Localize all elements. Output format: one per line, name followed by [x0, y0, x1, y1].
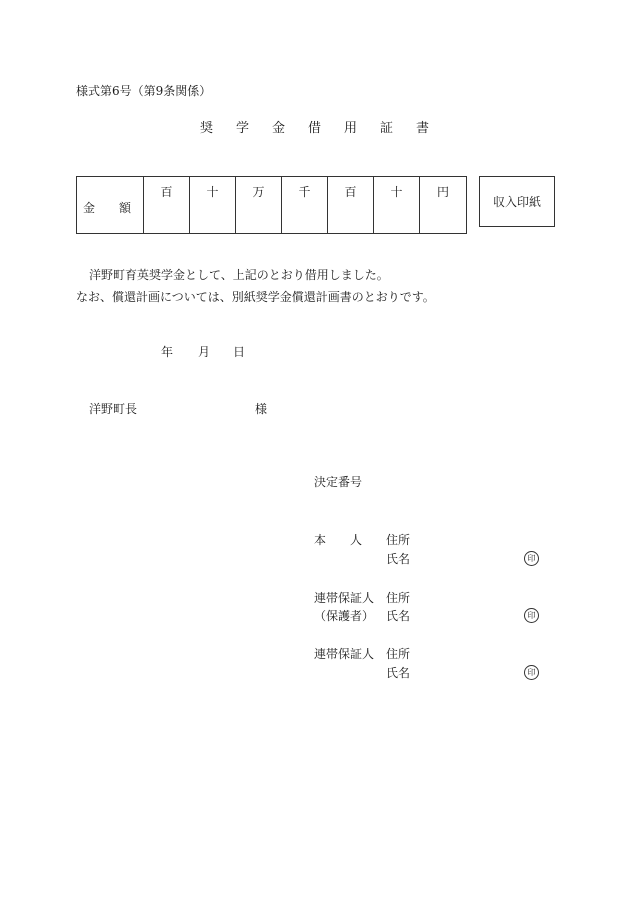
amount-digit-cell[interactable]: 千: [282, 177, 328, 234]
seal-mark-icon: 印: [524, 551, 539, 566]
date-month-label: 月: [198, 345, 211, 359]
body-text-line-1: 洋野町育英奨学金として、上記のとおり借用しました。: [89, 268, 389, 282]
amount-digit-cell[interactable]: 百: [144, 177, 190, 234]
title-char: 用: [344, 121, 358, 136]
revenue-stamp-box: [479, 176, 555, 227]
form-number: 様式第6号（第9条関係）: [76, 84, 212, 98]
name-label: 氏名: [386, 552, 411, 566]
addressee-name: 洋野町長: [89, 402, 138, 416]
amount-label-char: 金: [83, 200, 96, 215]
amount-digit-cell[interactable]: 十: [374, 177, 420, 234]
amount-digit-cell[interactable]: 百: [328, 177, 374, 234]
body-text-line-2: なお、償還計画については、別紙奨学金償還計画書のとおりです。: [76, 290, 435, 304]
amount-digit-cell[interactable]: 十: [190, 177, 236, 234]
party-role: 連帯保証人: [314, 647, 375, 661]
name-label: 氏名: [386, 609, 411, 623]
party-role: 本 人: [314, 533, 363, 547]
amount-label-char: 額: [119, 200, 132, 215]
title-char: 奨: [200, 121, 214, 136]
address-label: 住所: [386, 591, 411, 605]
revenue-stamp-label: 収入印紙: [492, 195, 541, 209]
title-char: 学: [236, 121, 250, 136]
name-label: 氏名: [386, 666, 411, 680]
address-label: 住所: [386, 533, 411, 547]
party-role: 連帯保証人: [314, 591, 375, 605]
amount-digit-cell[interactable]: 万: [236, 177, 282, 234]
title-char: 金: [272, 121, 286, 136]
document-title: [0, 122, 630, 138]
addressee-honorific: 様: [255, 402, 268, 416]
amount-digit-cell[interactable]: 円: [420, 177, 467, 234]
date-year-label: 年: [161, 345, 174, 359]
address-label: 住所: [386, 647, 411, 661]
amount-row: [77, 177, 467, 234]
title-char: 証: [380, 121, 394, 136]
seal-mark-icon: 印: [524, 608, 539, 623]
party-role-sub: （保護者）: [314, 609, 375, 623]
title-char: 書: [416, 121, 430, 136]
amount-table: [76, 176, 467, 234]
decision-number-label: 決定番号: [314, 475, 363, 489]
date-day-label: 日: [233, 345, 246, 359]
title-char: 借: [308, 121, 322, 136]
amount-label-cell: [77, 177, 144, 234]
seal-mark-icon: 印: [524, 665, 539, 680]
